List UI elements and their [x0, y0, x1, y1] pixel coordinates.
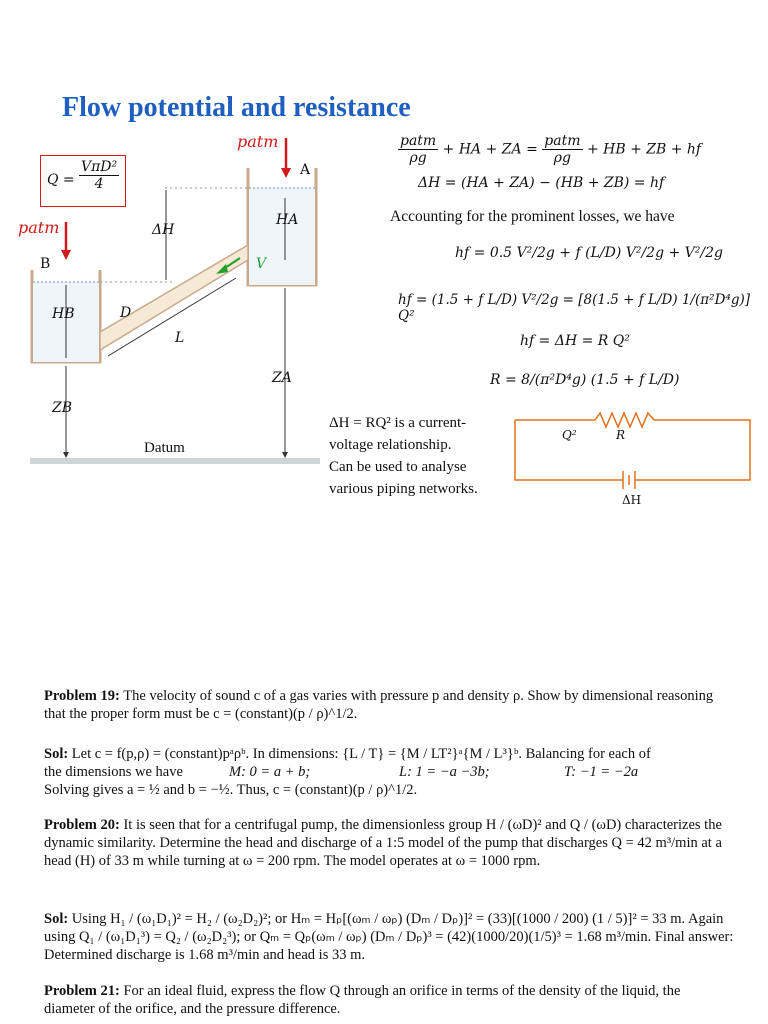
- problem-21: Problem 21: For an ideal fluid, express the flow Q through an orifice in terms of the density of the liquid, the diameter of the orifice, and the pressure difference.: [44, 983, 681, 1017]
- hf-equation-2: hf = (1.5 + f L/D) V²/2g = [8(1.5 + f L/D) 1/(π²D⁴g)] Q²: [398, 292, 751, 324]
- hf-equation-1: hf = 0.5 V²/2g + f (L/D) V²/2g + V²/2g: [455, 245, 723, 261]
- losses-text: Accounting for the prominent losses, we have: [390, 208, 675, 225]
- label-ha: HA: [276, 212, 299, 228]
- page-title: Flow potential and resistance: [62, 92, 411, 123]
- r-equation: R = 8/(π²D⁴g) (1.5 + f L/D): [490, 372, 680, 388]
- problem-19: Problem 19: The velocity of sound c of a gas varies with pressure p and density ρ. Show by dimensional reasoning that the proper form must be c = (constant)(p / ρ)^1/2.: [44, 688, 714, 722]
- label-hb: HB: [52, 306, 75, 322]
- circuit-diagram: [510, 405, 755, 505]
- label-a: A: [300, 162, 311, 178]
- patm-left-label: patm: [18, 218, 60, 237]
- datum-label: Datum: [144, 440, 185, 456]
- patm-top-label: patm: [237, 132, 279, 151]
- bernoulli-equation: $\frac{\text{patm}}{\rho g}$ + HA + ZA = $\frac{\text{patm}}{\rho g}$ + HB + ZB + hf: [400, 133, 702, 166]
- label-d: D: [120, 305, 132, 321]
- solution-19: Sol: Let c = f(p,ρ) = (constant)pᵃρᵇ. In dimensions: {L / T} = {M / LT²}ᵃ{M / L³}ᵇ. Balancing for each of the dimensions we have M: 0 = a + b; L: 1 = −a −3b; T: −1 = −2a Solving gives a = ½ and b = −½. Thus, c = (constant)(p / ρ)^1/2.: [44, 746, 651, 798]
- label-l: L: [175, 330, 185, 346]
- circuit-r-label: R: [616, 428, 626, 442]
- datum-ground: [30, 458, 320, 464]
- pipe: [100, 245, 248, 350]
- problem-20: Problem 20: It is seen that for a centrifugal pump, the dimensionless group H / (ωD)² and Q / (ωD) characterizes the dynamic similarity. Determine the head and discharge of a 1:5 model of the pump that discharges Q = 42 m³/min at a head (H) of 33 m while turning at ω = 200 rpm. The model operates at ω = 1000 rpm.: [44, 817, 722, 869]
- resistor-symbol: [595, 413, 654, 427]
- label-v: V: [256, 256, 267, 272]
- circuit-q2-label: Q²: [562, 428, 577, 442]
- label-dh: ΔH: [152, 222, 175, 238]
- solution-20: Sol: Using H₁ / (ω₁D₁)² = H₂ / (ω₂D₂)²; or Hₘ = Hₚ[(ωₘ / ωₚ) (Dₘ / Dₚ)]² = (33)[(1000 / 200) (1 / 5)]² = 33 m. Again using Q₁ / (ω₁D₁³) = Q₂ / (ω₂D₂³); or Qₘ = Qₚ(ωₘ / ωₚ) (Dₘ / Dₚ)³ = (42)(1000/20)(1/5)³ = 1.68 m³/min. Final answer: Determined discharge is 1.68 m³/min and head is 33 m.: [44, 911, 734, 963]
- label-zb: ZB: [52, 400, 73, 416]
- dh-equation: ΔH = (HA + ZA) − (HB + ZB) = hf: [418, 175, 665, 191]
- label-b: B: [40, 256, 51, 272]
- circuit-note: ΔH = RQ² is a current- voltage relationship. Can be used to analyse various piping networks.: [329, 415, 478, 497]
- hf-equation-3: hf = ΔH = R Q²: [520, 333, 630, 349]
- label-za: ZA: [272, 370, 292, 386]
- q-formula-box: Q = VπD² 4: [40, 155, 126, 207]
- circuit-dh-label: ΔH: [622, 493, 642, 507]
